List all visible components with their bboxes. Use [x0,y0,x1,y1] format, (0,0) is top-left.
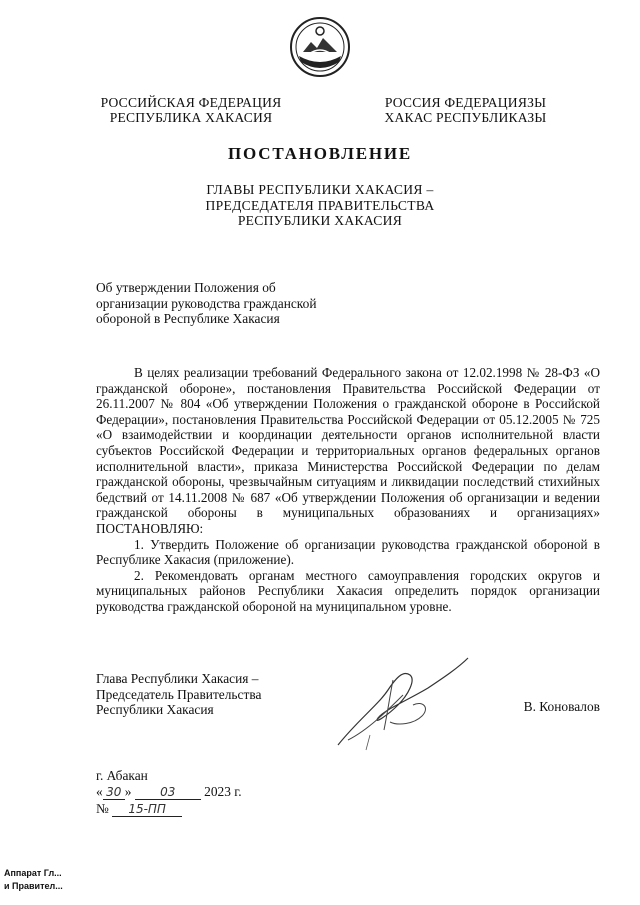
city: г. Абакан [96,768,148,783]
signatory-title-line1: Глава Республики Хакасия – [96,671,259,686]
number-label: № [96,801,109,816]
subject-line2: организации руководства гражданской [96,295,317,311]
registration-stamp [4,867,63,893]
handwritten-signature [318,650,478,760]
body-paragraph-2: 1. Утвердить Положение об организации руководства гражданской обороной в Республике Хакасия (приложение). [96,536,600,568]
date-month: 03 [135,785,201,800]
stamp-line2: и Правител... [4,881,63,891]
subtitle-line2: ПРЕДСЕДАТЕЛЯ ПРАВИТЕЛЬСТВА [205,197,435,213]
signatory-title-line3: Республики Хакасия [96,702,214,717]
document-date [96,784,242,800]
signatory-title [96,671,296,718]
document-number [96,801,182,817]
subject-line1: Об утверждении Положения об [96,280,276,295]
header-right-line1: РОССИЯ ФЕДЕРАЦИЯЗЫ [384,95,547,110]
date-close-quote: » [124,784,132,799]
subject-line3: обороной в Республике Хакасия [96,311,280,326]
signatory-name: В. Коновалов [523,699,600,714]
header-left [96,95,286,125]
stamp-line1: Аппарат Гл... [4,868,62,878]
signatory-title-line2: Председатель Правительства [96,686,262,702]
coat-of-arms-icon [289,16,351,78]
document-title: ПОСТАНОВЛЕНИЕ [227,144,413,163]
subtitle-line1: ГЛАВЫ РЕСПУБЛИКИ ХАКАСИЯ – [206,182,434,197]
document-subject [96,280,356,327]
date-open-quote: « [96,784,103,799]
header-left-line1: РОССИЙСКАЯ ФЕДЕРАЦИЯ [100,95,282,110]
document-body [96,365,600,615]
number-value: 15-ПП [112,802,182,817]
document-subtitle [0,182,640,229]
header-left-line2: РЕСПУБЛИКА ХАКАСИЯ [109,110,273,125]
body-paragraph-3: 2. Рекомендовать органам местного самоуправления городских округов и муниципальных районов Республики Хакасия определить порядок организации руководства гражданской обороной на муниципальном уровне. [96,567,600,614]
date-day: 30 [103,785,125,800]
header-right-line2: ХАКАС РЕСПУБЛИКАЗЫ [384,110,547,125]
header-right [383,95,548,125]
date-year: 2023 г. [204,784,242,799]
subtitle-line3: РЕСПУБЛИКИ ХАКАСИЯ [237,213,403,228]
body-paragraph-1: В целях реализации требований Федерального закона от 12.02.1998 № 28-ФЗ «О гражданской обороне», постановления Правительства Российской Федерации от 26.11.2007 № 804 «Об утверждении Положения о гражданской обороне в Российской Федерации», постановления Правительства Российской Федерации от 05.12.2005 № 725 «О взаимодействии и координации деятельности органов исполнительной власти субъектов Российской Федерации и территориальных органов федеральных органов исполнительной власти», приказа Министерства Российской Федерации по делам гражданской обороны, чрезвычайным ситуациям и ликвидации последствий стихийных бедствий от 14.11.2008 № 687 «Об утверждении Положения об организации и ведении гражданской обороны в муниципальных образованиях и организациях» ПОСТАНОВЛЯЮ: [96,365,600,536]
